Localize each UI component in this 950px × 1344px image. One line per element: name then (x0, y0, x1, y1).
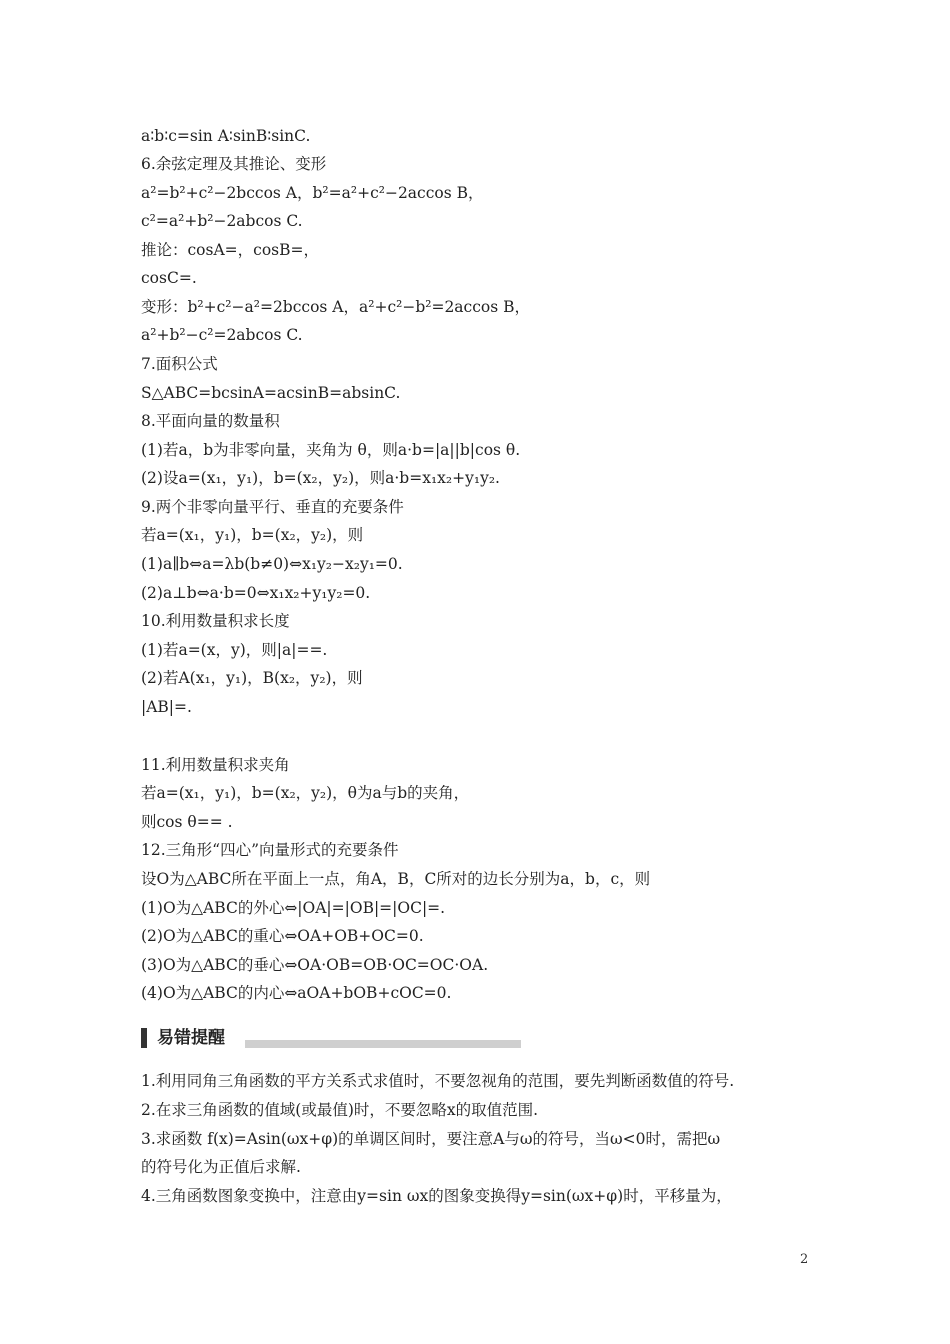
text-line: 设O为△ABC所在平面上一点，角A，B，C所对的边长分别为a，b，c，则 (141, 870, 651, 888)
text-line: (2)设a=(x₁，y₁)，b=(x₂，y₂)，则a·b=x₁x₂+y₁y₂. (141, 469, 500, 487)
text-line: (1)若a=(x，y)，则|a|==. (141, 641, 328, 659)
text-line: 2.在求三角函数的值域(或最值)时，不要忽略x的取值范围. (141, 1101, 539, 1119)
section-header (141, 1026, 521, 1052)
section-divider (245, 1040, 521, 1048)
text-line: (1)若a，b为非零向量，夹角为 θ，则a·b=|a||b|cos θ. (141, 441, 521, 459)
text-line: 推论：cosA=，cosB=， (141, 241, 319, 259)
text-line: c²=a²+b²−2abcos C. (141, 212, 303, 230)
text-line: 9.两个非零向量平行、垂直的充要条件 (141, 498, 404, 516)
section-marker (141, 1028, 147, 1048)
text-line: S△ABC=bcsinA=acsinB=absinC. (141, 384, 401, 402)
text-line: 8.平面向量的数量积 (141, 412, 280, 430)
text-line: 10.利用数量积求长度 (141, 612, 290, 630)
text-line: (1)a∥b⇔a=λb(b≠0)⇔x₁y₂−x₂y₁=0. (141, 555, 403, 573)
text-line: cosC=. (141, 269, 197, 287)
text-line: 6.余弦定理及其推论、变形 (141, 155, 327, 173)
text-line: |AB|=. (141, 698, 192, 716)
text-line: 1.利用同角三角函数的平方关系式求值时，不要忽视角的范围，要先判断函数值的符号. (141, 1072, 735, 1090)
text-line: a²+b²−c²=2abcos C. (141, 326, 303, 344)
text-line: (3)O为△ABC的垂心⇔OA·OB=OB·OC=OC·OA. (141, 956, 489, 974)
text-line: a∶b∶c=sin A∶sinB∶sinC. (141, 127, 311, 145)
text-line: 若a=(x₁，y₁)，b=(x₂，y₂)，则 (141, 526, 364, 544)
text-line: a²=b²+c²−2bccos A，b²=a²+c²−2accos B， (141, 184, 484, 202)
page-number: 2 (800, 1252, 809, 1267)
text-line: (2)若A(x₁，y₁)，B(x₂，y₂)，则 (141, 669, 363, 687)
text-line: (2)O为△ABC的重心⇔OA+OB+OC=0. (141, 927, 424, 945)
text-line: 若a=(x₁，y₁)，b=(x₂，y₂)，θ为a与b的夹角， (141, 784, 470, 802)
text-line: 4.三角函数图象变换中，注意由y=sin ωx的图象变换得y=sin(ωx+φ)时，平移量为， (141, 1187, 732, 1205)
text-line: 3.求函数 f(x)=Asin(ωx+φ)的单调区间时，要注意A与ω的符号，当ω<0时，需把ω (141, 1130, 721, 1148)
text-line: 则cos θ== . (141, 813, 233, 831)
text-line: 变形：b²+c²−a²=2bccos A，a²+c²−b²=2accos B， (141, 298, 531, 316)
text-line: 7.面积公式 (141, 355, 218, 373)
text-line: 的符号化为正值后求解. (141, 1158, 301, 1176)
text-line: (4)O为△ABC的内心⇔aOA+bOB+cOC=0. (141, 984, 452, 1002)
text-line: 11.利用数量积求夹角 (141, 756, 290, 774)
text-line: 12.三角形“四心”向量形式的充要条件 (141, 841, 399, 859)
section-title: 易错提醒 (157, 1028, 225, 1048)
text-line: (1)O为△ABC的外心⇔|OA|=|OB|=|OC|=. (141, 899, 446, 917)
text-line: (2)a⊥b⇔a·b=0⇔x₁x₂+y₁y₂=0. (141, 584, 371, 602)
